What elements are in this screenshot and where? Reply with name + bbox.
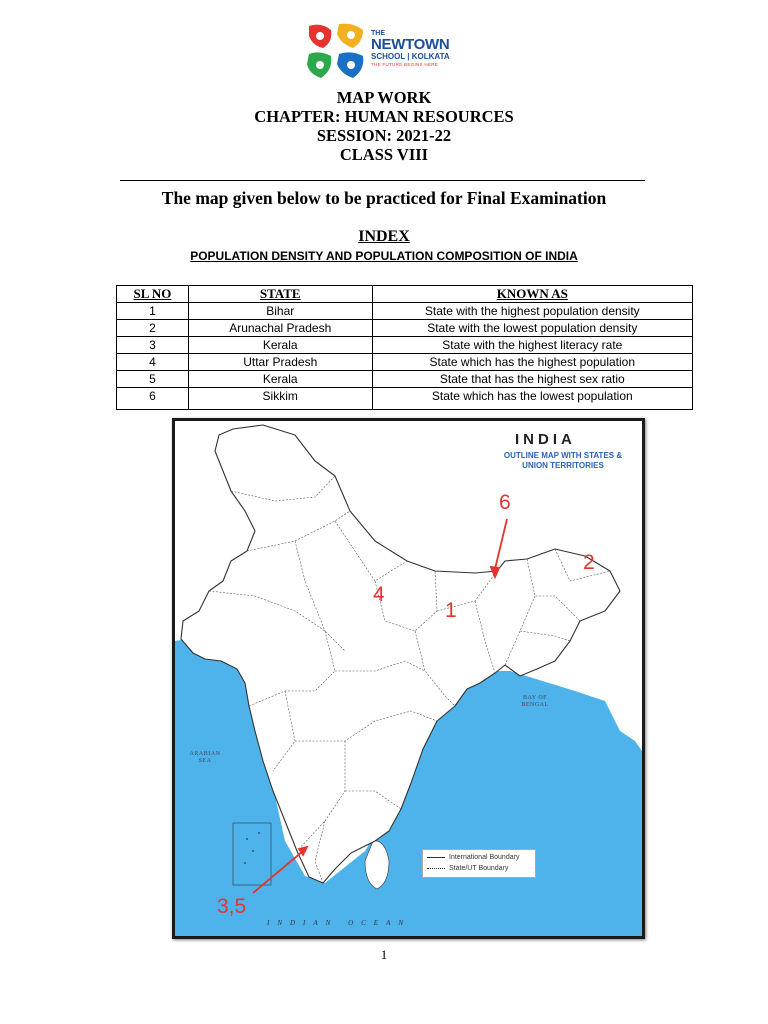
- cell-state: Sikkim: [188, 388, 372, 410]
- legend-state: [427, 865, 508, 872]
- cell-sl-no: 1: [117, 303, 189, 320]
- table-row: [117, 371, 693, 388]
- header-line-1: MAP WORK: [336, 88, 432, 107]
- page-subtitle: The map given below to be practiced for Final Examination: [161, 188, 607, 208]
- table-row: [117, 337, 693, 354]
- marker-3-5: 3,5: [217, 895, 247, 918]
- dotted-line-icon: [427, 868, 445, 869]
- andaman-box: [475, 903, 635, 933]
- logo-tagline: THE FUTURE BEGINS HERE: [371, 62, 439, 67]
- column-header-sl-no: SL NO: [117, 286, 189, 303]
- cell-known-as: State that has the highest sex ratio: [372, 371, 692, 388]
- cell-sl-no: 5: [117, 371, 189, 388]
- map-subtitle: OUTLINE MAP WITH STATES & UNION TERRITORIES: [503, 451, 623, 470]
- cell-known-as: State with the highest literacy rate: [372, 337, 692, 354]
- bay-of-bengal-label: BAY OF BENGAL: [521, 695, 549, 708]
- cell-sl-no: 2: [117, 320, 189, 337]
- solid-line-icon: [427, 857, 445, 858]
- logo-wordmark: [371, 30, 450, 68]
- marker-1: 1: [445, 599, 457, 622]
- table-row: [117, 388, 693, 410]
- cell-known-as: State with the highest population density: [372, 303, 692, 320]
- header-line-4: CLASS VIII: [339, 145, 429, 164]
- cell-known-as: State with the lowest population density: [372, 320, 692, 337]
- legend-international-label: International Boundary: [449, 854, 520, 861]
- cell-state: Bihar: [188, 303, 372, 320]
- table-row: [117, 320, 693, 337]
- cell-sl-no: 4: [117, 354, 189, 371]
- table-row: [117, 303, 693, 320]
- cell-sl-no: 6: [117, 388, 189, 410]
- map-legend: [422, 849, 536, 878]
- column-header-known-as: KNOWN AS: [372, 286, 692, 303]
- legend-international: [427, 854, 519, 861]
- marker-6: 6: [499, 491, 511, 514]
- legend-state-label: State/UT Boundary: [449, 865, 509, 872]
- logo-the: THE: [371, 30, 385, 37]
- index-title: INDEX: [358, 228, 410, 245]
- map-title: INDIA: [515, 431, 576, 448]
- table-row: [117, 354, 693, 371]
- table-header-row: [117, 286, 693, 303]
- cell-state: Uttar Pradesh: [188, 354, 372, 371]
- cell-state: Kerala: [188, 337, 372, 354]
- arabian-sea-label: ARABIAN SEA: [189, 751, 221, 764]
- header-line-2: CHAPTER: HUMAN RESOURCES: [254, 107, 514, 126]
- page-number: 1: [380, 947, 388, 962]
- cell-known-as: State which has the highest population: [372, 354, 692, 371]
- cell-sl-no: 3: [117, 337, 189, 354]
- document-header: [0, 88, 768, 164]
- marker-2: 2: [583, 551, 595, 574]
- cell-known-as: State which has the lowest population: [372, 388, 692, 410]
- school-logo: [305, 22, 475, 80]
- india-outline-map: [172, 418, 645, 939]
- cell-state: Arunachal Pradesh: [188, 320, 372, 337]
- logo-mark-icon: [305, 22, 367, 80]
- marker-4: 4: [373, 583, 385, 606]
- header-line-3: SESSION: 2021-22: [316, 126, 452, 145]
- column-header-state: STATE: [188, 286, 372, 303]
- map-drawing: [175, 421, 642, 936]
- logo-name: NEWTOWN: [371, 36, 450, 53]
- indian-ocean-label: INDIAN OCEAN: [267, 919, 412, 927]
- logo-school: SCHOOL | KOLKATA: [371, 52, 450, 61]
- divider: [120, 180, 645, 181]
- index-subtitle: POPULATION DENSITY AND POPULATION COMPOSITION OF INDIA: [190, 249, 578, 263]
- cell-state: Kerala: [188, 371, 372, 388]
- index-table: [116, 285, 693, 410]
